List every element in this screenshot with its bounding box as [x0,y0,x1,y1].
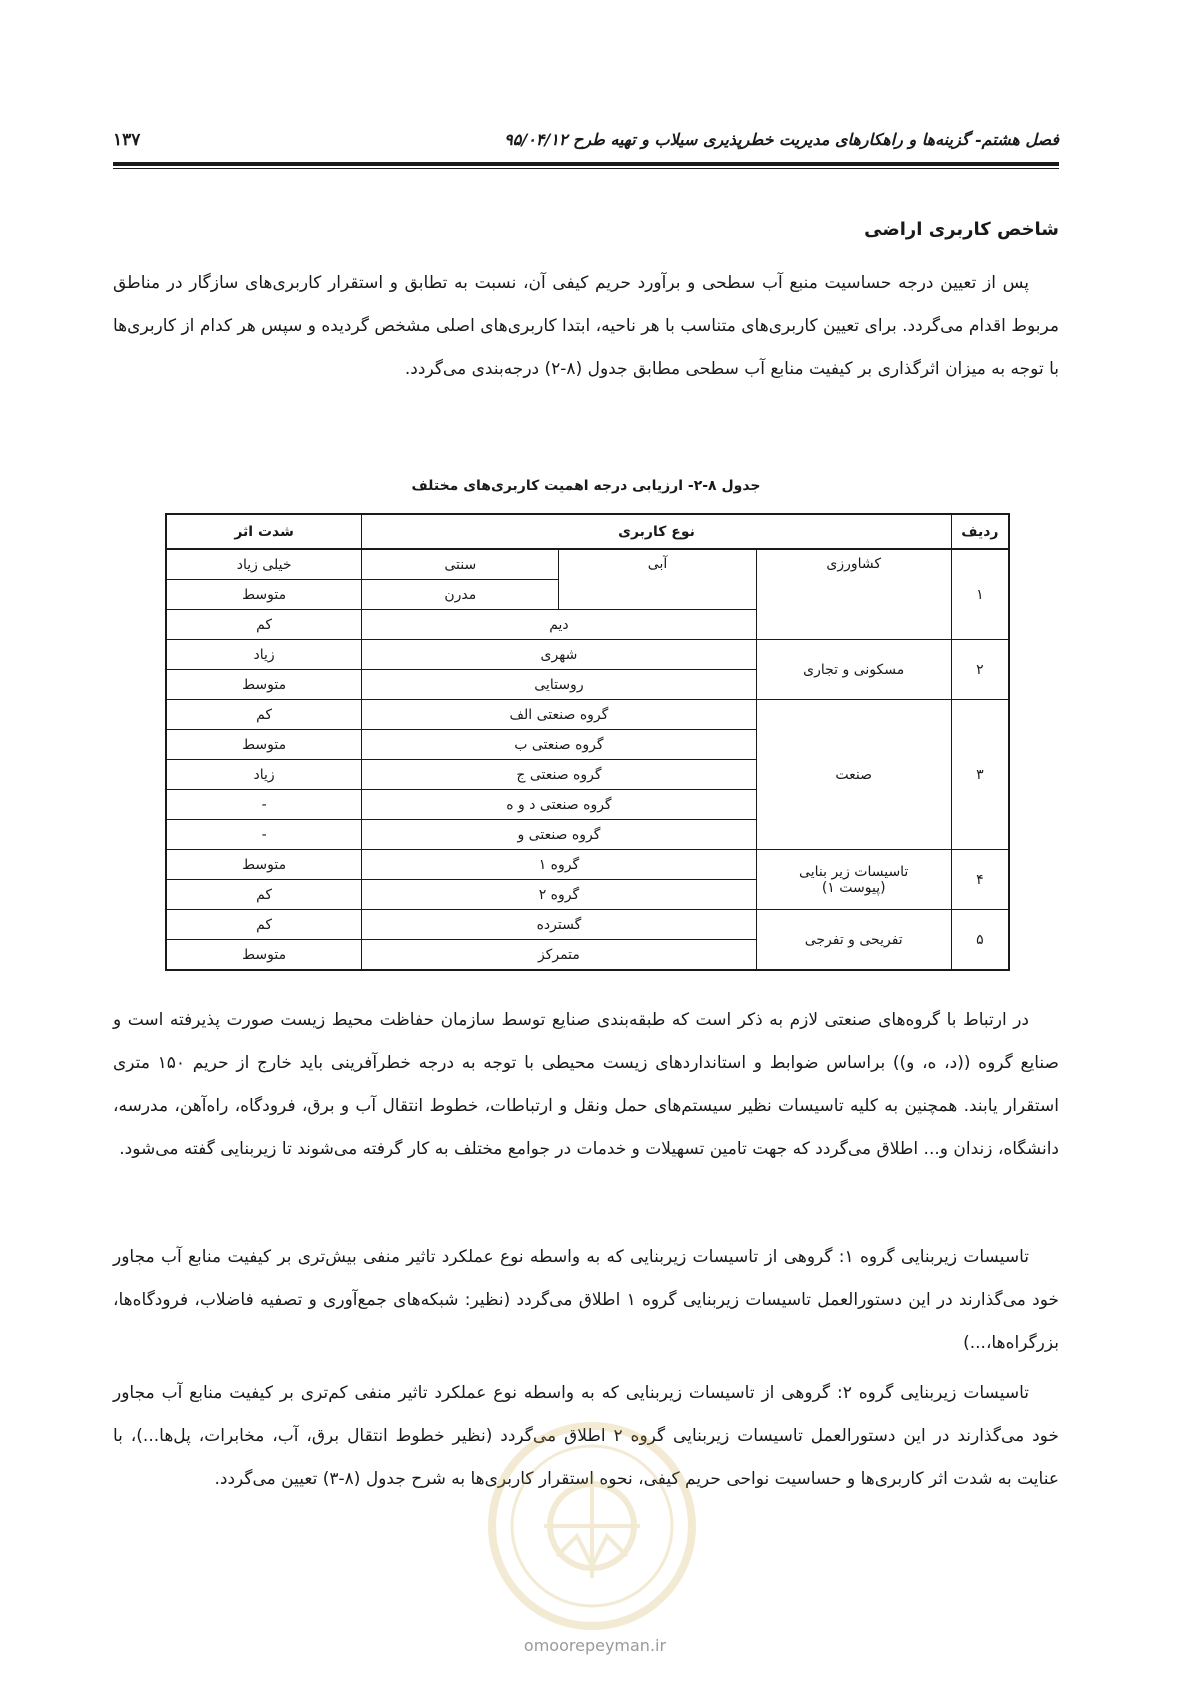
header-rule [113,162,1059,166]
severity-cell: زیاد [166,640,362,670]
severity-cell: متوسط [166,850,362,880]
page-header [113,128,1059,156]
subtype-cell: گروه صنعتی ب [362,730,756,760]
paragraph-intro: پس از تعیین درجه حساسیت منبع آب سطحی و برآورد حریم کیفی آن، نسبت به تطابق و استقرار کاربری‌های سازگار در مناطق مربوط اقدام می‌گردد. برای تعیین کاربری‌های متناسب با هر ناحیه، ابتدا کاربری‌های اصلی مشخص گردیده و سپس هر کدام از کاربری‌ها با توجه به میزان اثرگذاری بر کیفیت منابع آب سطحی مطابق جدول (۸-۲) درجه‌بندی می‌گردد. [113,273,1059,379]
severity-cell: خیلی زیاد [166,549,362,580]
table-row [166,700,1009,730]
subtype-cell: آبی [559,549,756,610]
subtype-cell: متمرکز [362,940,756,971]
row-number: ۲ [951,640,1009,700]
subtype-cell: شهری [362,640,756,670]
severity-cell: کم [166,700,362,730]
paragraph-infrastructure-group-1: تاسیسات زیربنایی گروه ۱: گروهی از تاسیسات زیربنایی که به واسطه نوع عملکرد تاثیر منفی بیش‌تری بر کیفیت منابع آب مجاور خود می‌گذارند در این دستورالعمل تاسیسات زیربنایی گروه ۱ اطلاق می‌گردد (نظیر: شبکه‌های جمع‌آوری و تصفیه فاضلاب، فرودگاه‌ها، بزرگراه‌ها،...) [113,1247,1059,1353]
chapter-title: فصل هشتم- گزینه‌ها و راهکارهای مدیریت خطرپذیری سیلاب و تهیه طرح ۹۵/۰۴/۱۲ [504,130,1059,149]
subtype-cell: گسترده [362,910,756,940]
severity-cell: - [166,790,362,820]
subtype-cell: گروه ۲ [362,880,756,910]
section-title: شاخص کاربری اراضی [864,219,1059,240]
subtype-cell: گروه صنعتی الف [362,700,756,730]
category-cell: کشاورزی [756,549,951,640]
subtype-cell: گروه صنعتی و [362,820,756,850]
header-rule-thin [113,168,1059,169]
table-row [166,850,1009,880]
paragraph-infrastructure-group-2: تاسیسات زیربنایی گروه ۲: گروهی از تاسیسات زیربنایی که به واسطه نوع عملکرد تاثیر منفی کم‌تری بر کیفیت منابع آب مجاور خود می‌گذارند در این دستورالعمل تاسیسات زیربنایی گروه ۲ اطلاق می‌گردد (نظیر خطوط انتقال برق، آب، مخابرات، پل‌ها...)، با عنایت به شدت اثر کاربری‌ها و حساسیت نواحی حریم کیفی، نحوه استقرار کاربری‌ها به شرح جدول (۸-۳) تعیین می‌گردد. [113,1383,1059,1489]
header-land-use-type: نوع کاربری [362,514,952,549]
severity-cell: متوسط [166,670,362,700]
table-caption: جدول ۸-۲- ارزیابی درجه اهمیت کاربری‌های مختلف [411,478,761,494]
land-use-table [165,513,1010,971]
subtype-cell: گروه صنعتی د و ه [362,790,756,820]
severity-cell: زیاد [166,760,362,790]
severity-cell: متوسط [166,580,362,610]
header-severity: شدت اثر [166,514,362,549]
row-number: ۵ [951,910,1009,971]
category-label: تاسیسات زیر بنایی [799,863,909,880]
category-cell: صنعت [756,700,951,850]
category-cell [756,850,951,910]
page-number: ۱۳۷ [113,130,141,150]
watermark-seal-icon [482,1416,702,1636]
row-number: ۱ [951,549,1009,640]
row-number: ۳ [951,700,1009,850]
severity-cell: متوسط [166,730,362,760]
subtype-cell: گروه ۱ [362,850,756,880]
table-row [166,640,1009,670]
severity-cell: کم [166,910,362,940]
subtype-cell: روستایی [362,670,756,700]
category-cell: تفریحی و تفرجی [756,910,951,971]
table-row [166,910,1009,940]
row-number: ۴ [951,850,1009,910]
severity-cell: کم [166,880,362,910]
category-cell: مسکونی و تجاری [756,640,951,700]
subtype-cell: سنتی [362,549,559,580]
severity-cell: کم [166,610,362,640]
subtype-cell: مدرن [362,580,559,610]
subtype-cell: دیم [362,610,756,640]
table-row [166,549,1009,580]
severity-cell: - [166,820,362,850]
table-header-row [166,514,1009,549]
header-row-number: ردیف [951,514,1009,549]
subtype-cell: گروه صنعتی ج [362,760,756,790]
watermark-site-text: omoorepeyman.ir [523,1636,667,1655]
severity-cell: متوسط [166,940,362,971]
paragraph-industry-groups: در ارتباط با گروه‌های صنعتی لازم به ذکر است که طبقه‌بندی صنایع توسط سازمان حفاظت محیط زیست صورت پذیرفته است و صنایع گروه ((د، ه، و)) براساس ضوابط و استانداردهای زیست محیطی با توجه به درجه خطرآفرینی باید خارج از حریم ۱۵۰ متری استقرار یابند. همچنین به کلیه تاسیسات نظیر سیستم‌های حمل ونقل و ارتباطات، خطوط انتقال آب و برق، فرودگاه، راه‌آهن، مدرسه، دانشگاه، زندان و... اطلاق می‌گردد که جهت تامین تسهیلات و خدمات در جوامع مختلف به کار گرفته می‌شوند تا زیربنایی گفته می‌شود. [113,1010,1059,1159]
category-note: (پیوست ۱) [821,879,886,896]
